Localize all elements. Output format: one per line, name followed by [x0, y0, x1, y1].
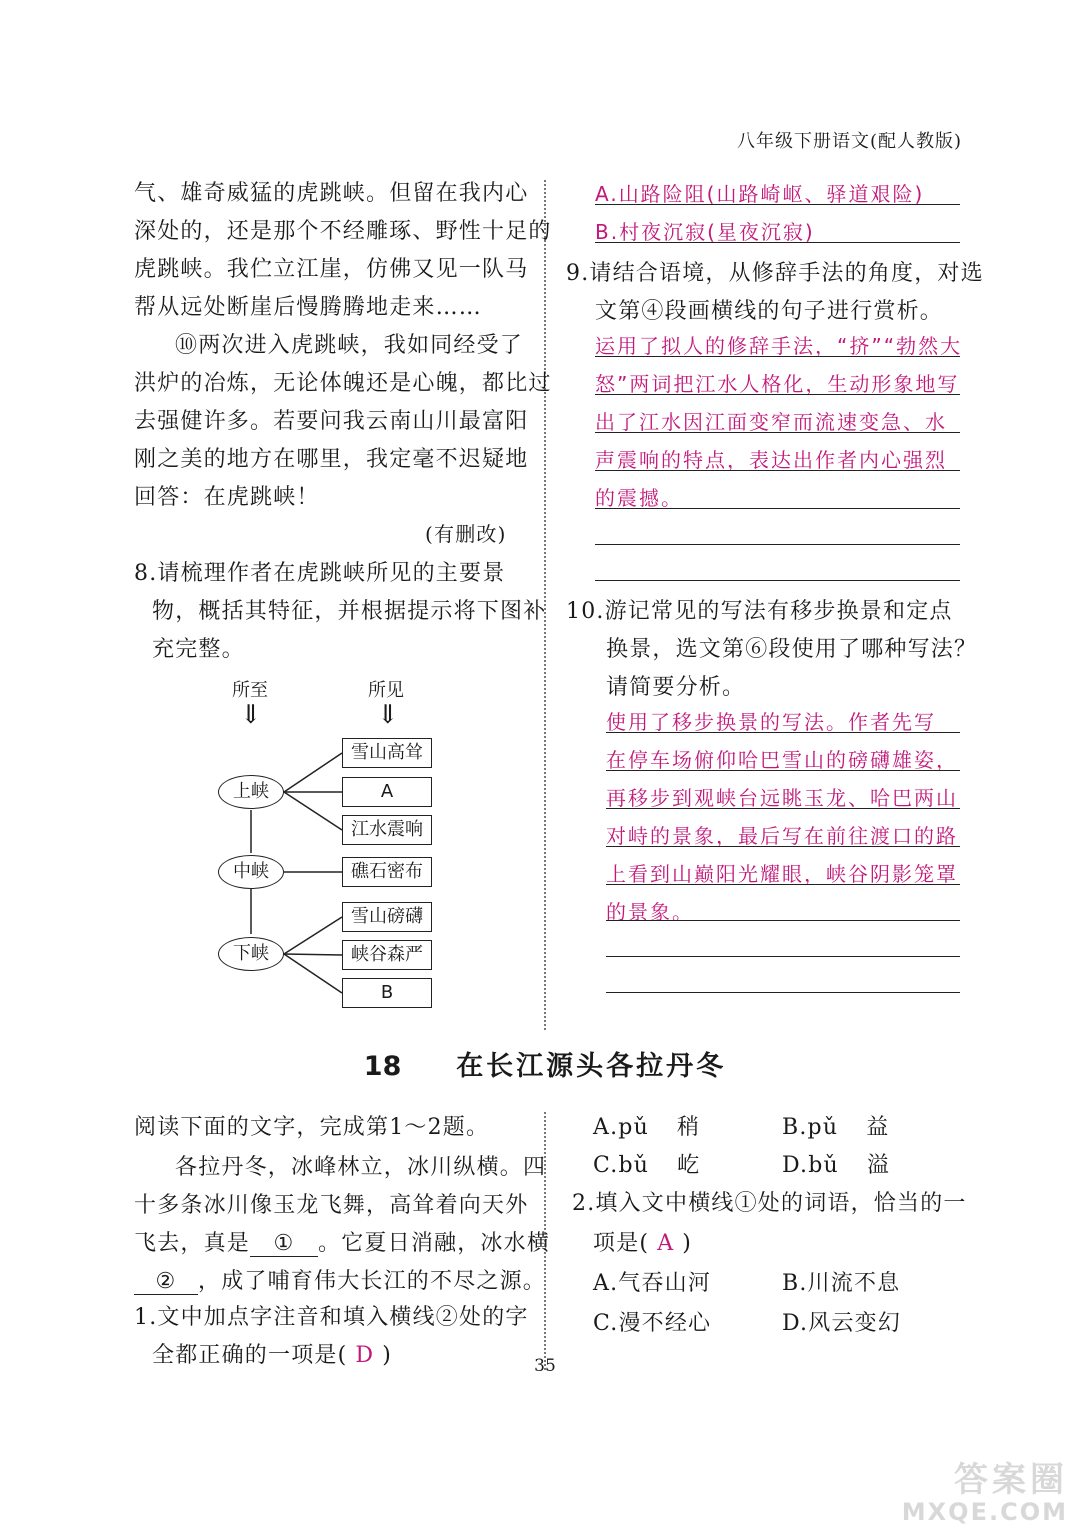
q1-answer: D: [355, 1343, 375, 1368]
watermark-line: MXQE.COM: [901, 1498, 1068, 1526]
answer-underline: [595, 544, 960, 545]
watermark-line: 答案圈: [954, 1460, 1068, 1500]
page-header: 八年级下册语文(配人教版): [736, 131, 962, 152]
passage-line: 气、雄奇威猛的虎跳峡。但留在我内心: [134, 181, 529, 206]
q8-text: 充完整。: [152, 637, 245, 662]
reading-text: ，成了哺育伟大长江的不尽之源。: [198, 1269, 547, 1294]
reading-line: [134, 1264, 546, 1295]
q8-text: 物，概括其特征，并根据提示将下图补: [152, 599, 547, 624]
q9-answer-line: 运用了拟人的修辞手法，“挤”“勃然大: [595, 334, 963, 358]
q1-option: D.bǔ 溢: [782, 1153, 891, 1178]
down-arrow-icon: ⇓: [377, 700, 399, 730]
answer-underline: [595, 204, 960, 205]
answer-underline: [606, 992, 960, 993]
diagram-label-arrived: 所至: [232, 680, 268, 701]
answer-underline: [595, 432, 960, 433]
q2-option: A.气吞山河: [593, 1271, 712, 1296]
passage-line: 刚之美的地方在哪里，我定毫不迟疑地: [134, 447, 529, 472]
reading-text: 。它夏日消融，冰水横: [318, 1231, 551, 1256]
answer-underline: [595, 580, 960, 581]
passage-line: 回答：在虎跳峡！: [134, 485, 320, 510]
blank-1: ①: [250, 1231, 318, 1257]
answer-underline: [595, 356, 960, 357]
answer-underline: [606, 884, 960, 885]
diagram-box: 雪山磅礴: [342, 902, 432, 932]
diagram-node-upper: 上峡: [218, 775, 284, 809]
diagram-box: 雪山高耸: [342, 738, 432, 768]
q8-text: 8.请梳理作者在虎跳峡所见的主要景: [134, 561, 506, 586]
q9-answer-line: 怒”两词把江水人格化，生动形象地写: [595, 372, 960, 396]
watermark-logo: [901, 1460, 1068, 1528]
q1-option: C.bǔ 屹: [593, 1153, 701, 1178]
diagram-label-seen: 所见: [368, 680, 404, 701]
q10-answer-line: 再移步到观峡台远眺玉龙、哈巴两山: [606, 786, 958, 810]
q10-answer-line: 对峙的景象，最后写在前往渡口的路: [606, 824, 958, 848]
answer-underline: [606, 920, 960, 921]
source-note: (有删改): [425, 522, 507, 546]
q9-answer-line: 声震响的特点，表达出作者内心强烈: [595, 448, 947, 472]
q1-text: 1.文中加点字注音和填入横线②处的字: [134, 1305, 529, 1330]
diagram-box: 峡谷森严: [342, 940, 432, 970]
q2-close: ): [682, 1231, 693, 1256]
passage-line: 深处的，还是那个不经雕琢、野性十足的: [134, 219, 552, 244]
q9-answer-line: 出了江水因江面变窄而流速变急、水: [595, 410, 947, 434]
answer-b: B.村夜沉寂(星夜沉寂): [595, 220, 815, 244]
section-title-text: 在长江源头各拉丹冬: [456, 1051, 727, 1082]
passage-line: ⑩两次进入虎跳峡，我如同经受了: [175, 333, 524, 358]
passage-line: 帮从远处断崖后慢腾腾地走来……: [134, 295, 483, 320]
q10-answer-line: 在停车场俯仰哈巴雪山的磅礴雄姿，: [606, 748, 958, 772]
answer-underline: [595, 508, 960, 509]
section-number: 18: [363, 1051, 402, 1082]
section-title: [0, 1044, 1090, 1083]
diagram-box-b: B: [342, 978, 432, 1008]
answer-underline: [606, 732, 960, 733]
q2-text: 2.填入文中横线①处的词语，恰当的一: [572, 1191, 967, 1216]
q1-option: B.pǔ 益: [782, 1115, 890, 1140]
answer-underline: [606, 770, 960, 771]
answer-underline: [606, 808, 960, 809]
page-number: 35: [534, 1356, 556, 1376]
q10-answer-line: 上看到山巅阳光耀眼，峡谷阴影笼罩: [606, 862, 958, 886]
blank-2: ②: [134, 1269, 198, 1295]
q10-text: 10.游记常见的写法有移步换景和定点: [566, 599, 953, 624]
down-arrow-icon: ⇓: [240, 700, 262, 730]
answer-underline: [595, 470, 960, 471]
answer-underline: [606, 846, 960, 847]
q2-option: B.川流不息: [782, 1271, 901, 1296]
q10-text: 请简要分析。: [606, 675, 746, 700]
q2-option: D.风云变幻: [782, 1311, 902, 1336]
answer-a: A.山路险阻(山路崎岖、驿道艰险): [595, 182, 925, 206]
reading-text: 飞去，真是: [134, 1231, 251, 1256]
q1-close: ): [382, 1343, 393, 1368]
diagram-box: 江水震响: [342, 815, 432, 845]
q10-text: 换景，选文第⑥段使用了哪种写法？: [606, 637, 978, 662]
reading-line: 各拉丹冬，冰峰林立，冰川纵横。四: [175, 1155, 547, 1180]
q1-option: A.pǔ 稍: [593, 1115, 701, 1140]
q2-option: C.漫不经心: [593, 1311, 712, 1336]
diagram-node-lower: 下峡: [218, 937, 284, 971]
answer-underline: [595, 394, 960, 395]
passage-line: 虎跳峡。我伫立江崖，仿佛又见一队马: [134, 257, 529, 282]
reading-line: 十多条冰川像玉龙飞舞，高耸着向天外: [134, 1193, 529, 1218]
q9-text: 文第④段画横线的句子进行赏析。: [595, 299, 944, 324]
diagram-box: 礁石密布: [342, 857, 432, 887]
passage-line: 去强健许多。若要问我云南山川最富阳: [134, 409, 529, 434]
passage-line: 洪炉的冶炼，无论体魄还是心魄，都比过: [134, 371, 552, 396]
q1-stem: 全都正确的一项是(: [152, 1343, 348, 1368]
answer-underline: [595, 242, 960, 243]
q10-answer-line: 使用了移步换景的写法。作者先写: [606, 710, 936, 734]
q2-text: [593, 1226, 692, 1257]
diagram-node-middle: 中峡: [218, 855, 284, 889]
q10-answer-line: 的景象。: [606, 900, 694, 924]
answer-underline: [606, 956, 960, 957]
q2-stem: 项是(: [593, 1231, 650, 1256]
reading-line: [134, 1226, 550, 1257]
q2-answer: A: [657, 1231, 675, 1256]
reading-intro: 阅读下面的文字，完成第1～2题。: [134, 1115, 490, 1140]
diagram-box-a: A: [342, 777, 432, 807]
q9-text: 9.请结合语境，从修辞手法的角度，对选: [566, 261, 984, 286]
q9-answer-line: 的震撼。: [595, 486, 683, 510]
